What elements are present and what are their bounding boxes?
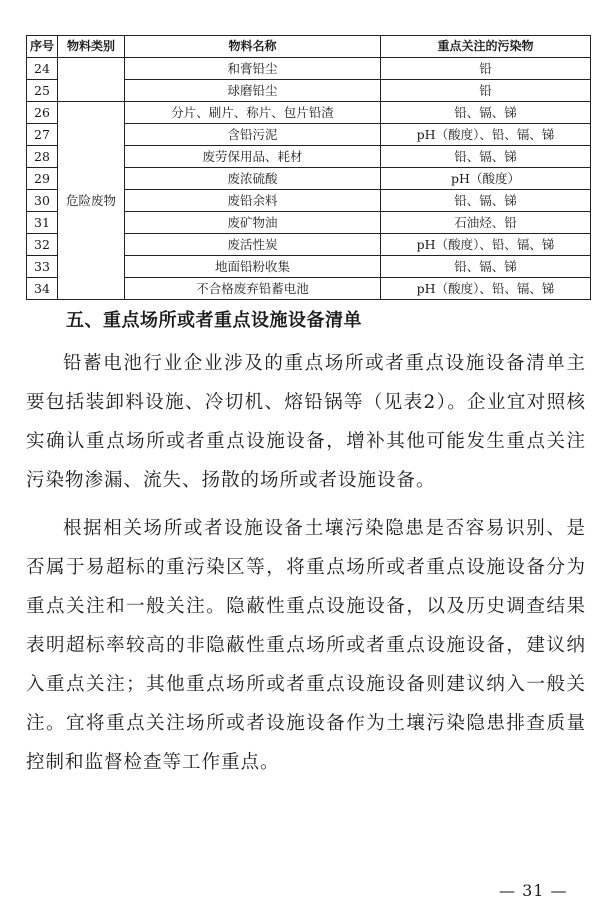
material-name: 废铅余料 — [125, 190, 381, 212]
pollutant-cell: pH（酸度） — [381, 168, 591, 190]
material-name: 废劳保用品、耗材 — [125, 146, 381, 168]
row-no: 30 — [27, 190, 58, 212]
material-name: 分片、刷片、称片、包片铅渣 — [125, 102, 381, 124]
paragraph-equipment-list: 铅蓄电池行业企业涉及的重点场所或者重点设施设备清单主要包括装卸料设施、冷切机、熔铅锅等（见表2）。企业宜对照核实确认重点场所或者重点设施设备，增补其他可能发生重点关注污染物渗漏、流失、扬散的场所或者设施设备。 — [26, 353, 586, 491]
page-number: — 31 — — [499, 881, 568, 900]
pollutant-cell: pH（酸度）、铅、镉、锑 — [381, 278, 591, 300]
row-no: 27 — [27, 124, 58, 146]
row-no: 26 — [27, 102, 58, 124]
pollutant-cell: 铅、镉、锑 — [381, 256, 591, 278]
material-name: 不合格废弃铅蓄电池 — [125, 278, 381, 300]
row-no: 28 — [27, 146, 58, 168]
row-no: 31 — [27, 212, 58, 234]
row-no: 25 — [27, 80, 58, 102]
table-row — [27, 58, 591, 80]
material-name: 废活性炭 — [125, 234, 381, 256]
category-cell-empty — [58, 58, 125, 102]
table-header-row — [27, 36, 591, 58]
material-name: 废矿物油 — [125, 212, 381, 234]
material-name: 含铅污泥 — [125, 124, 381, 146]
row-no: 29 — [27, 168, 58, 190]
section-title: 五、重点场所或者重点设施设备清单 — [66, 310, 362, 331]
material-name: 废浓硫酸 — [125, 168, 381, 190]
pollutant-cell: 铅 — [381, 80, 591, 102]
material-name: 地面铅粉收集 — [125, 256, 381, 278]
header-pollutants: 重点关注的污染物 — [381, 36, 591, 58]
category-hazardous-waste: 危险废物 — [58, 102, 125, 300]
pollutant-cell: 铅 — [381, 58, 591, 80]
material-name: 球磨铅尘 — [125, 80, 381, 102]
pollutant-cell: 铅、镉、锑 — [381, 146, 591, 168]
pollutant-cell: pH（酸度）、铅、镉、锑 — [381, 124, 591, 146]
pollutant-cell: 石油烃、铅 — [381, 212, 591, 234]
header-no: 序号 — [27, 36, 58, 58]
header-category: 物料类别 — [58, 36, 125, 58]
pollutant-table — [26, 35, 591, 300]
material-name: 和膏铅尘 — [125, 58, 381, 80]
paragraph-classification: 根据相关场所或者设施设备土壤污染隐患是否容易识别、是否属于易超标的重污染区等，将重点场所或者重点设施设备分为重点关注和一般关注。隐蔽性重点设施设备，以及历史调查结果表明超标率较高的非隐蔽性重点场所或者重点设施设备，建议纳入重点关注；其他重点场所或者重点设施设备则建议纳入一般关注。宜将重点关注场所或者设施设备作为土壤污染隐患排查质量控制和监督检查等工作重点。 — [26, 518, 586, 773]
row-no: 24 — [27, 58, 58, 80]
header-material-name: 物料名称 — [125, 36, 381, 58]
row-no: 32 — [27, 234, 58, 256]
table-row — [27, 102, 591, 124]
pollutant-cell: 铅、镉、锑 — [381, 102, 591, 124]
pollutant-cell: pH（酸度）、铅、镉、锑 — [381, 234, 591, 256]
row-no: 33 — [27, 256, 58, 278]
row-no: 34 — [27, 278, 58, 300]
pollutant-cell: 铅、镉、锑 — [381, 190, 591, 212]
